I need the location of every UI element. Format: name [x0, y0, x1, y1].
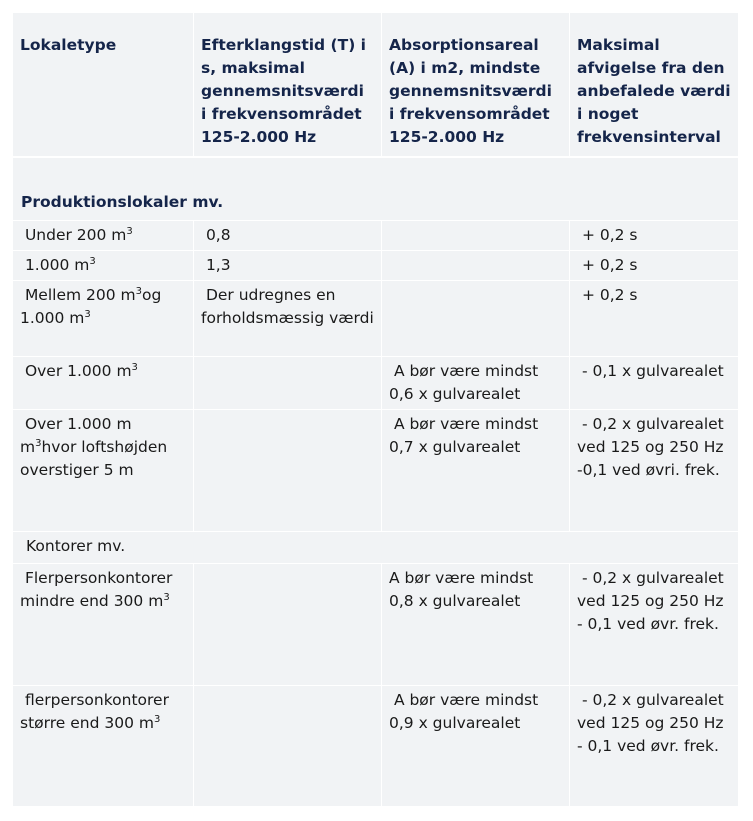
cell-reverberation-time: [194, 357, 382, 410]
table-row: [13, 410, 738, 532]
cell-max-deviation: + 0,2 s: [570, 221, 738, 251]
cell-reverberation-time: [194, 564, 382, 686]
section-heading-production: Produktionslokaler mv.: [13, 158, 738, 221]
cell-absorption-area: [382, 281, 570, 357]
cell-reverberation-time: 0,8: [194, 221, 382, 251]
cell-reverberation-time: [194, 410, 382, 532]
cell-room-type: Flerpersonkontorer mindre end 300 $m^3$: [13, 564, 194, 686]
table-row: [13, 564, 738, 686]
header-room-type: Lokaletype: [13, 13, 194, 157]
cell-reverberation-time: [194, 686, 382, 806]
cell-max-deviation: + 0,2 s: [570, 251, 738, 281]
cell-absorption-area: A bør være mindst 0,7 x gulvarealet: [382, 410, 570, 532]
table-row: [13, 221, 738, 251]
cell-reverberation-time: Der udregnes en forholdsmæssig værdi: [194, 281, 382, 357]
cell-room-type: Under 200 $m^3$: [13, 221, 194, 251]
table-row: [13, 686, 738, 806]
cell-room-type: 1.000 $m^3$: [13, 251, 194, 281]
cell-room-type: Over 1.000 $m^3$: [13, 357, 194, 410]
reverberation-table: [13, 13, 738, 806]
cell-absorption-area: [382, 221, 570, 251]
cell-max-deviation: - 0,2 x gulvarealet ved 125 og 250 Hz - 0,1 ved øvr. frek.: [570, 564, 738, 686]
cell-absorption-area: A bør være mindst 0,9 x gulvarealet: [382, 686, 570, 806]
cell-reverberation-time: 1,3: [194, 251, 382, 281]
table-row: [13, 251, 738, 281]
cell-max-deviation: - 0,2 x gulvarealet ved 125 og 250 Hz -0,1 ved øvri. frek.: [570, 410, 738, 532]
cell-absorption-area: A bør være mindst 0,8 x gulvarealet: [382, 564, 570, 686]
cell-max-deviation: + 0,2 s: [570, 281, 738, 357]
header-absorption-area: Absorptionsareal (A) i m2, mindste gennemsnitsværdi i frekvensområdet 125-2.000 Hz: [382, 13, 570, 157]
cell-absorption-area: A bør være mindst 0,6 x gulvarealet: [382, 357, 570, 410]
cell-max-deviation: - 0,1 x gulvarealet: [570, 357, 738, 410]
cell-room-type: Mellem 200 $m^3og$ 1.000 $m^3$: [13, 281, 194, 357]
header-max-deviation: Maksimal afvigelse fra den anbefalede værdi i noget frekvensinterval: [570, 13, 738, 157]
section-heading-offices: Kontorer mv.: [13, 532, 738, 564]
cell-absorption-area: [382, 251, 570, 281]
header-reverberation-time: Efterklangstid (T) i s, maksimal gennemsnitsværdi i frekvensområdet 125-2.000 Hz: [194, 13, 382, 157]
table-row: [13, 357, 738, 410]
cell-room-type: flerpersonkontorer større end 300 $m^3$: [13, 686, 194, 806]
cell-room-type: Over 1.000 m $m^3hvor$ loftshøjden overstiger 5 m: [13, 410, 194, 532]
cell-max-deviation: - 0,2 x gulvarealet ved 125 og 250 Hz - 0,1 ved øvr. frek.: [570, 686, 738, 806]
table-row: [13, 281, 738, 357]
table-header-row: [13, 13, 738, 158]
